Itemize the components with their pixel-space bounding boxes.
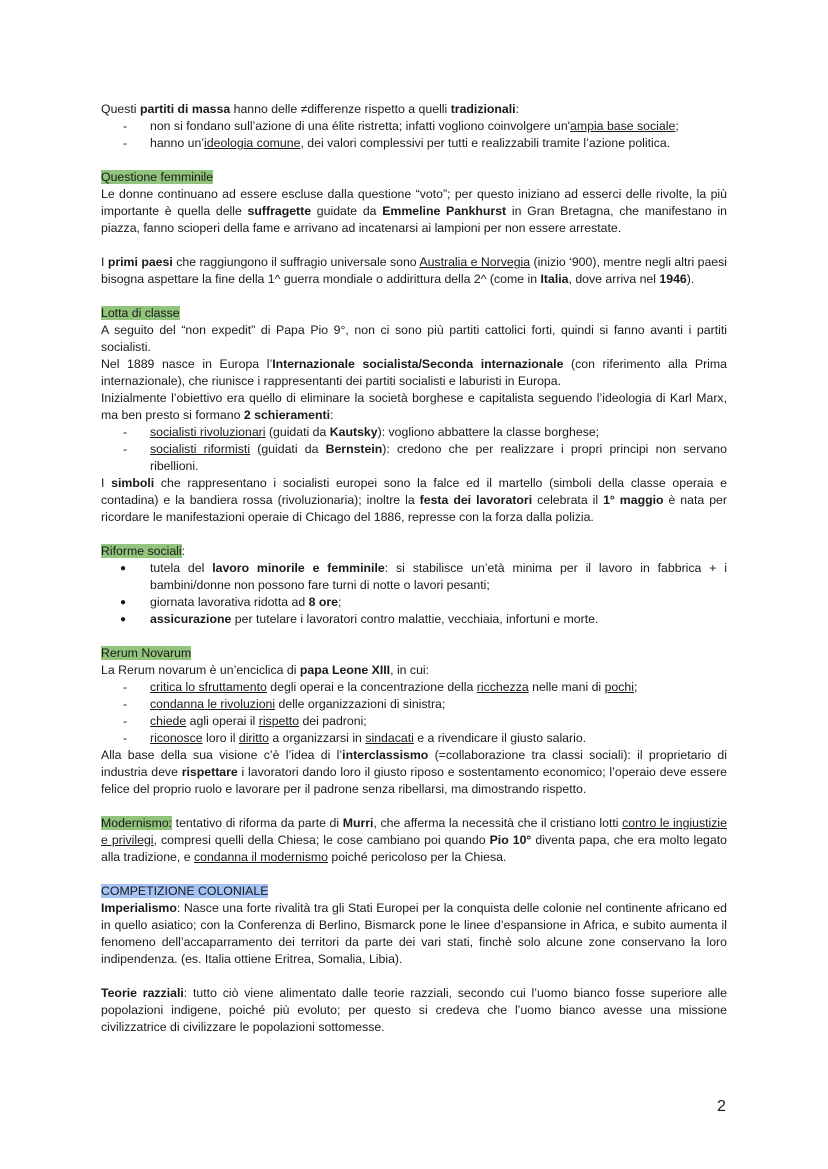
- list-item: - socialisti riformisti (guidati da Bernstein): credono che per realizzare i propri principi non servano ribellioni.: [101, 441, 727, 475]
- schieramenti-list: [101, 424, 727, 475]
- section-heading-riforme-sociali: Riforme sociali:: [101, 544, 186, 558]
- list-item: - hanno un’ideologia comune, dei valori complessivi per tutti e realizzabili tramite l’azione politica.: [101, 135, 727, 152]
- paragraph: Alla base della sua visione c’è l’idea di l’interclassismo (=collaborazione tra classi sociali): il proprietario di industria deve rispettare i lavoratori dando loro il giusto riposo e sostentamento economico; l’operaio deve essere felice del proprio ruolo e lavorare per il padrone senza ribellarsi, ma dimostrando rispetto.: [101, 748, 728, 796]
- list-item: - chiede agli operai il rispetto dei padroni;: [101, 713, 727, 730]
- intro-list: [101, 118, 727, 152]
- document-page: [101, 101, 727, 1036]
- paragraph: Teorie razziali: tutto ciò viene alimentato dalle teorie razziali, secondo cui l’uomo bianco fosse superiore alle popolazioni indigene, poiché più evoluto; per questo si credeva che l’uomo bianco avesse una missione civilizzatrice di civilizzare le popolazioni sottomesse.: [101, 986, 727, 1034]
- paragraph: Le donne continuano ad essere escluse dalla questione “voto”; per questo iniziano ad esserci delle rivolte, la più importante è quella delle suffragette guidate da Emmeline Pankhurst in Gran Bretagna, che manifestano in piazza, fanno scioperi della fame e arrivano ad incatenarsi ai lampioni per non essere arrestate.: [101, 187, 727, 235]
- list-item: ● tutela del lavoro minorile e femminile: si stabilisce un’età minima per il lavoro in fabbrica + i bambini/donne non possono fare turni di notte o lavori pesanti;: [101, 560, 727, 594]
- paragraph: Nel 1889 nasce in Europa l’Internazionale socialista/Seconda internazionale (con riferimento alla Prima internazionale), che riunisce i rappresentanti dei partiti socialisti e laburisti in Europa.: [101, 357, 727, 388]
- intro-paragraph: Questi partiti di massa hanno delle ≠differenze rispetto a quelli tradizionali:: [101, 102, 520, 116]
- paragraph: La Rerum novarum è un’enciclica di papa Leone XIII, in cui:: [101, 663, 430, 677]
- paragraph: Imperialismo: Nasce una forte rivalità tra gli Stati Europei per la conquista delle colonie nel continente africano ed in quello asiatico; con la Conferenza di Berlino, Bismarck pone le linee d’espansione in Africa, e subito aumenta il fenomeno dell’accaparramento dei territori da parte dei vari stati, finchè solo alcune zone conservano la loro indipendenza. (es. Italia ottiene Eritrea, Somalia, Libia).: [101, 901, 727, 966]
- list-item: ● giornata lavorativa ridotta ad 8 ore;: [101, 594, 727, 611]
- riforme-list: [101, 560, 727, 628]
- list-item: - riconosce loro il diritto a organizzarsi in sindacati e a rivendicare il giusto salario.: [101, 730, 727, 747]
- paragraph: A seguito del “non expedit” di Papa Pio 9°, non ci sono più partiti cattolici forti, quindi si fanno avanti i partiti socialisti.: [101, 323, 727, 354]
- rerum-list: [101, 679, 727, 747]
- section-heading-lotta-di-classe: Lotta di classe: [101, 306, 180, 320]
- list-item: - non si fondano sull’azione di una élite ristretta; infatti vogliono coinvolgere un'ampia base sociale;: [101, 118, 727, 135]
- section-heading-competizione-coloniale: COMPETIZIONE COLONIALE: [101, 884, 269, 898]
- list-item: - socialisti rivoluzionari (guidati da Kautsky): vogliono abbattere la classe borghese;: [101, 424, 727, 441]
- page-number: 2: [717, 1098, 726, 1115]
- section-heading-questione-femminile: Questione femminile: [101, 170, 214, 184]
- list-item: - critica lo sfruttamento degli operai e la concentrazione della ricchezza nelle mani di pochi;: [101, 679, 727, 696]
- paragraph: I simboli che rappresentano i socialisti europei sono la falce ed il martello (simboli della classe operaia e contadina) e la bandiera rossa (rivoluzionaria); inoltre la festa dei lavoratori celebrata il 1° maggio è nata per ricordare le manifestazioni operaie di Chicago del 1886, represse con la forza dalla polizia.: [101, 476, 727, 524]
- list-item: ● assicurazione per tutelare i lavoratori contro malattie, vecchiaia, infortuni e morte.: [101, 611, 727, 628]
- section-heading-rerum-novarum: Rerum Novarum: [101, 646, 192, 660]
- modernismo-paragraph: Modernismo: tentativo di riforma da parte di Murri, che afferma la necessità che il cristiano lotti contro le ingiustizie e privilegi, compresi quelli della Chiesa; le cose cambiano poi quando Pio 10° diventa papa, che era molto legato alla tradizione, e condanna il modernismo poiché pericoloso per la Chiesa.: [101, 816, 728, 864]
- paragraph: Inizialmente l’obiettivo era quello di eliminare la società borghese e capitalista seguendo l’ideologia di Karl Marx, ma ben presto si formano 2 schieramenti:: [101, 391, 727, 422]
- section-heading-modernismo: Modernismo:: [101, 816, 173, 830]
- list-item: - condanna le rivoluzioni delle organizzazioni di sinistra;: [101, 696, 727, 713]
- paragraph: I primi paesi che raggiungono il suffragio universale sono Australia e Norvegia (inizio ‘900), mentre negli altri paesi bisogna aspettare la fine della 1^ guerra mondiale o addirittura della 2^ (come in Italia, dove arriva nel 1946).: [101, 255, 728, 286]
